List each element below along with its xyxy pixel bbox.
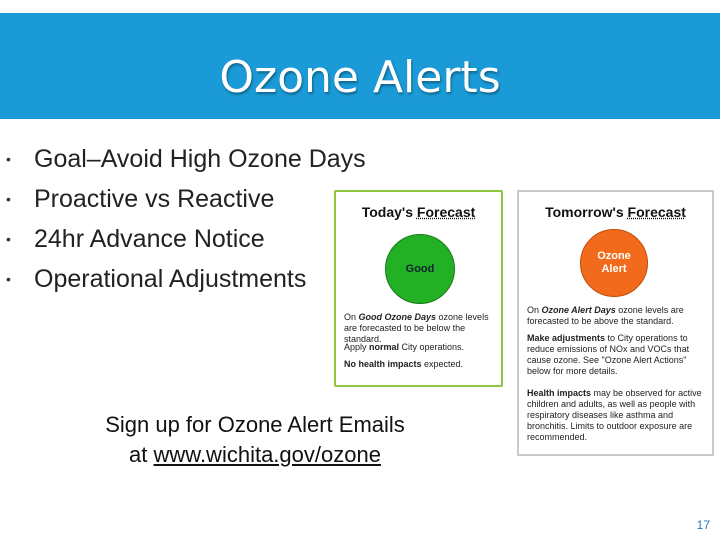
bullet-text: Goal–Avoid High Ozone Days xyxy=(34,145,366,173)
bullet-icon: • xyxy=(6,271,11,287)
signup-text xyxy=(70,410,440,470)
today-forecast-title: Today's Forecast xyxy=(361,204,476,220)
page-number: 17 xyxy=(696,518,710,532)
tomorrow-forecast-title: Tomorrow's Forecast xyxy=(545,204,686,220)
signup-link-line: at www.wichita.gov/ozone xyxy=(129,442,381,467)
today-description: On Good Ozone Days ozone levels are forecasted to be below the standard. xyxy=(344,312,489,344)
ozone-alert-label-line1: Ozone xyxy=(597,250,631,262)
bullet-text: 24hr Advance Notice xyxy=(34,225,265,253)
ozone-alert-circle xyxy=(580,229,648,297)
ozone-alert-label-line2: Alert xyxy=(601,263,627,275)
today-health-note: No health impacts expected. xyxy=(344,359,464,369)
bullet-icon: • xyxy=(6,191,11,207)
bullet-text: Operational Adjustments xyxy=(34,265,307,293)
bullet-icon: • xyxy=(6,151,11,167)
signup-line: Sign up for Ozone Alert Emails xyxy=(105,412,405,437)
slide-title: Ozone Alerts xyxy=(219,52,501,103)
title-bar xyxy=(0,13,720,119)
today-operations-note: Apply normal City operations. xyxy=(344,342,465,352)
tomorrow-adjustments-note: Make adjustments to City operations to reduce emissions of NOx and VOCs that cause ozone. See "Ozone Alert Actions" below for more details. xyxy=(527,333,690,376)
ozone-signup-link[interactable]: www.wichita.gov/ozone xyxy=(153,442,381,467)
tomorrow-forecast-card xyxy=(517,190,714,456)
bullet-text: Proactive vs Reactive xyxy=(34,185,275,213)
good-status-label: Good xyxy=(405,262,435,275)
tomorrow-health-note: Health impacts may be observed for active children and adults, as well as people with respiratory diseases like asthma and bronchitis. Limits to outdoor exposure are recommended. xyxy=(527,388,702,442)
tomorrow-description: On Ozone Alert Days ozone levels are forecasted to be above the standard. xyxy=(527,305,684,326)
good-status-circle xyxy=(385,234,455,304)
bullet-icon: • xyxy=(6,231,11,247)
today-forecast-card xyxy=(334,190,503,387)
